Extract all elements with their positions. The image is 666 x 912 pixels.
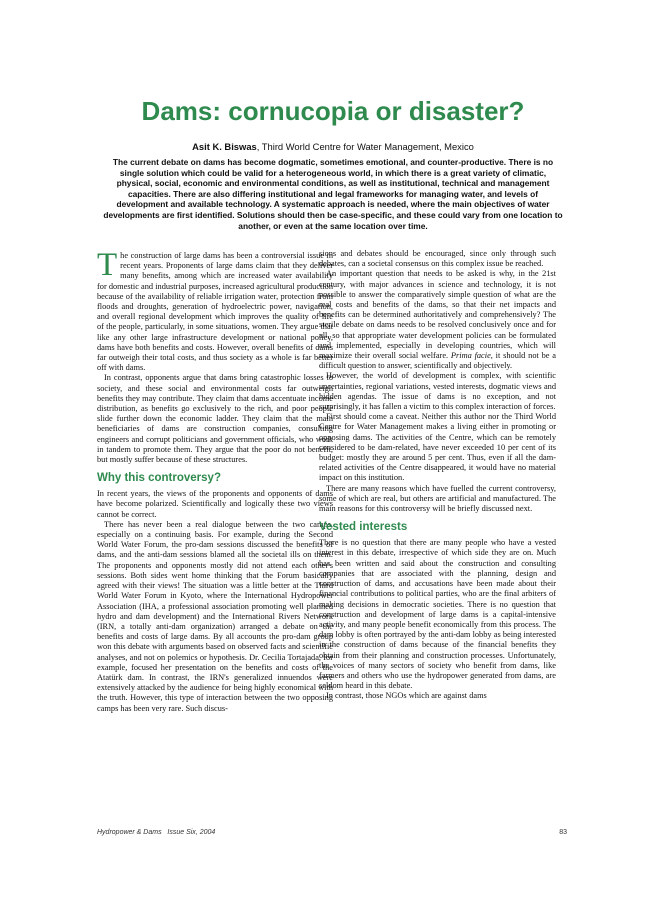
paragraph: There are many reasons which have fuelled the current controversy, some of which are real, but others are artificial and manufactured. The main reasons for this controversy will be briefly discussed next. (319, 483, 556, 514)
paragraph: However, the world of development is complex, with scientific uncertainties, regional variations, vested interests, dogmatic views and hidden agendas. The issue of dams is no exception, and not surprisingly, it has fallen a victim to this complex interaction of forces. (319, 371, 556, 412)
paragraph: There is no question that there are many people who have a vested interest in this debate, irrespective of which side they are on. Much has been written and said about the construction and consulting companies that are associated with the planning, design and construction of dams, and accusations have been made about their financial contributions to political parties, who are the final arbiters of making decisions in democratic societies. There is no question that construction and development of large dams is a capital-intensive activity, and many people benefit economically from this process. The dam lobby is often portrayed by the anti-dam lobby as being interested in the construction of dams because of the financial benefits they obtain from their planning and construction processes. Unfortunately, the voices of many sectors of society who benefit from dams, like farmers and others who use the hydropower generated from dams, are seldom heard in this debate. (319, 538, 556, 691)
paragraph-text: he construction of large dams has been a controversial issue in recent years. Proponents of large dams claim that they deliver many benefits, among which are increased water availability for domestic and industrial purposes, increased agricultural production because of the availability of reliable irrigation water, protection from floods and droughts, generation of hydroelectric power, navigation, and overall regional development which improves the quality of life of the people, particularly, in some situations, women. They argue that like any other large infrastructure development or national policy, dams have both benefits and costs. However, overall benefits of dams far outweigh their total costs, and thus society as a whole is far better off with dams. (97, 251, 333, 373)
paragraph: sions and debates should be encouraged, since only through such debates, can a societal consensus on this complex issue be reached. (319, 249, 556, 269)
author-name: Asit K. Biswas (192, 141, 257, 152)
paragraph: In contrast, those NGOs which are against dams (326, 691, 487, 701)
section-heading-vested-interests: Vested interests (319, 521, 408, 534)
paragraph-text: , it should not be a difficult question to answer, scientifically and objectively. (319, 351, 556, 371)
author-byline (40, 140, 626, 153)
left-column (97, 247, 333, 714)
article-abstract: The current debate on dams has become dogmatic, sometimes emotional, and counter-productive. There is no single solution which could be valid for a heterogeneous world, in which there is a great variety of climatic, physical, social, economic and environmental conditions, as well as institutional, technical and management capacities. There are also differing institutional and legal frameworks for managing water, and levels of development and available technology. A systematic approach is needed, where the main objectives of water developments are first identified. Solutions should then be case-specific, and these could vary from one location to another, or even at the same location over time. (103, 157, 563, 231)
publication-info: Hydropower & Dams Issue Six, 2004 (97, 829, 216, 836)
page-footer (97, 828, 567, 837)
paragraph-text: An important question that needs to be asked is why, in the 21st century, with major advances in science and technology, it is not possible to answer the comparatively simple question of what are the real costs and benefits of the dams, so that their net impacts and benefits can be determined authoritatively and comprehensively? The sterile debate on dams needs to be resolved conclusively once and for all, so that appropriate water development policies can be formulated and implemented, especially in developing countries, which will maximize their overall social welfare. (319, 269, 556, 361)
author-affiliation: , Third World Centre for Water Management, Mexico (256, 141, 474, 152)
paragraph: In recent years, the views of the proponents and opponents of dams have become polarized. Scientifically and logically these two views cannot be correct. (97, 489, 333, 519)
right-column (319, 249, 556, 702)
paragraph (319, 269, 556, 371)
paragraph (97, 247, 333, 373)
section-heading-why-controversy: Why this controversy? (97, 472, 221, 485)
article-title: Dams: cornucopia or disaster? (141, 96, 525, 126)
paragraph: First should come a caveat. Neither this author nor the Third World Centre for Water Management makes a living either in promoting or opposing dams. The activities of the Centre, which can be remotely considered to be dam-related, have never exceeded 10 per cent of its budget: mostly they are around 5 per cent. Thus, even if all the dam-related activities of the Centre disappeared, it would have no material impact on this institution. (319, 412, 556, 483)
paragraph: There has never been a real dialogue between the two camps, especially on a continuing basis. For example, during the Second World Water Forum, the pro-dam sessions discussed the benefits of dams, and the anti-dam sessions blamed all the societal ills on them. The proponents and opponents mostly did not attend each other's sessions. Both sides went home thinking that the Forum basically agreed with their views! The situation was a little better at the Third World Water Forum in Kyoto, where the International Hydropower Association (IHA, a professional association promoting well planned hydro and dam development) and the International Rivers Network (IRN, a totally anti-dam organization) arranged a debate on the benefits and costs of large dams. By all accounts the pro-dam group won this debate with arguments based on observed facts and scientific analyses, and not on polemics or hypothesis. Dr. Cecilia Tortajada, for example, focused her presentation on the benefits and costs of the Atatürk dam. In contrast, the IRN's generalized innuendos were extensively attacked by the audience for being highly economical with the truth. However, this type of interaction between the two opposing camps has been very rare. Such discus- (97, 519, 333, 713)
drop-cap: T (97, 247, 118, 283)
latin-phrase: Prima facie (450, 351, 491, 361)
paragraph: In contrast, opponents argue that dams bring catastrophic losses to society, and these social and environmental costs far outweigh benefits they may contribute. They claim that dams accentuate income distribution, as benefits go exclusively to the rich, and poor people slide further down the economic ladder. They claim that the main beneficiaries of dams are construction companies, consulting engineers and corrupt politicians and government officials, who work in tandem to promote them. They argue that the poor do not benefit, but mostly suffer because of these structures. (97, 373, 333, 465)
page-number: 83 (559, 829, 567, 836)
